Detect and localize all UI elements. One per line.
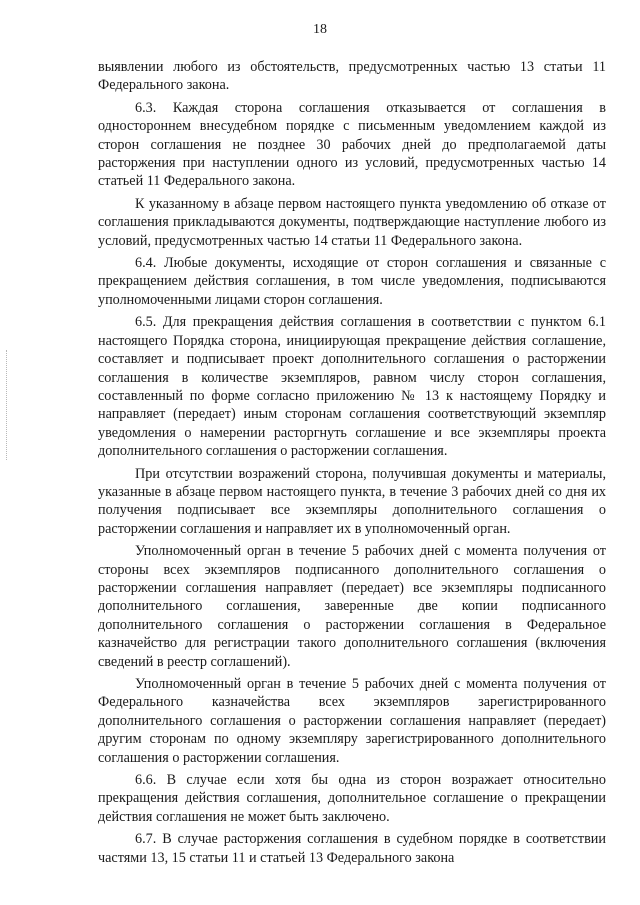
- paragraph-continuation: выявлении любого из обстоятельств, предусмотренных частью 13 статьи 11 Федерального закона.: [98, 59, 606, 94]
- scan-margin-mark: [6, 350, 9, 460]
- paragraph-6-3: 6.3. Каждая сторона соглашения отказывается от соглашения в одностороннем внесудебном порядке с письменным уведомлением каждой из сторон соглашения не позднее 30 рабочих дней до предполагаемой даты расторжения при наступлении одного из условий, предусмотренных частью 14 статьей 11 Федерального закона.: [98, 99, 606, 190]
- paragraph-6-7: 6.7. В случае расторжения соглашения в судебном порядке в соответствии частями 13, 15 статьи 11 и статьей 13 Федерального закона: [98, 831, 606, 866]
- paragraph-6-5-distribution: Уполномоченный орган в течение 5 рабочих дней с момента получения от Федерального казначейства всех экземпляров зарегистрированного дополнительного соглашения о расторжении соглашения направляет (передает) другим сторонам по одному экземпляру зарегистрированного дополнительного соглашения о расторжении соглашения.: [98, 676, 606, 766]
- paragraph-6-5-registration: Уполномоченный орган в течение 5 рабочих дней с момента получения от стороны всех экземпляров подписанного дополнительного соглашения о расторжении соглашения направляет (передает) все экземпляры подписанного дополнительного соглашения, заверенные две копии подписанного дополнительного соглашения о расторжении соглашения в Федеральное казначейство для регистрации такого дополнительного соглашения (включения сведений в реестр соглашений).: [98, 543, 606, 670]
- paragraph-6-4: 6.4. Любые документы, исходящие от сторон соглашения и связанные с прекращением действия соглашения, в том числе уведомления, подписываются уполномоченными лицами сторон соглашения.: [98, 255, 606, 308]
- page-number: 18: [313, 22, 327, 37]
- paragraph-6-3-notice: К указанному в абзаце первом настоящего пункта уведомлению об отказе от соглашения прикладываются документы, подтверждающие наступление любого из условий, предусмотренных частью 14 статьи 11 Федерального закона.: [98, 195, 606, 249]
- paragraph-6-6: 6.6. В случае если хотя бы одна из сторон возражает относительно прекращения действия соглашения, дополнительное соглашение о прекращении действия соглашения не может быть заключено.: [98, 772, 606, 825]
- document-body: [98, 58, 606, 871]
- paragraph-6-5: 6.5. Для прекращения действия соглашения в соответствии с пунктом 6.1 настоящего Порядка сторона, инициирующая прекращение действия соглашение, составляет и подписывает проект дополнительного соглашения о расторжении соглашения в количестве экземпляров, равном числу сторон соглашения, составленный по форме согласно приложению № 13 к настоящему Порядку и направляет (передает) иным сторонам соглашения соответствующий экземпляр уведомления о намерении расторгнуть соглашение и все экземпляры проекта дополнительного соглашения о расторжении соглашения.: [98, 314, 606, 460]
- paragraph-6-5-no-objections: При отсутствии возражений сторона, получившая документы и материалы, указанные в абзаце первом настоящего пункта, в течение 3 рабочих дней со дня их получения подписывает все экземпляры дополнительного соглашения о расторжении соглашения и направляет их в уполномоченный орган.: [98, 465, 606, 537]
